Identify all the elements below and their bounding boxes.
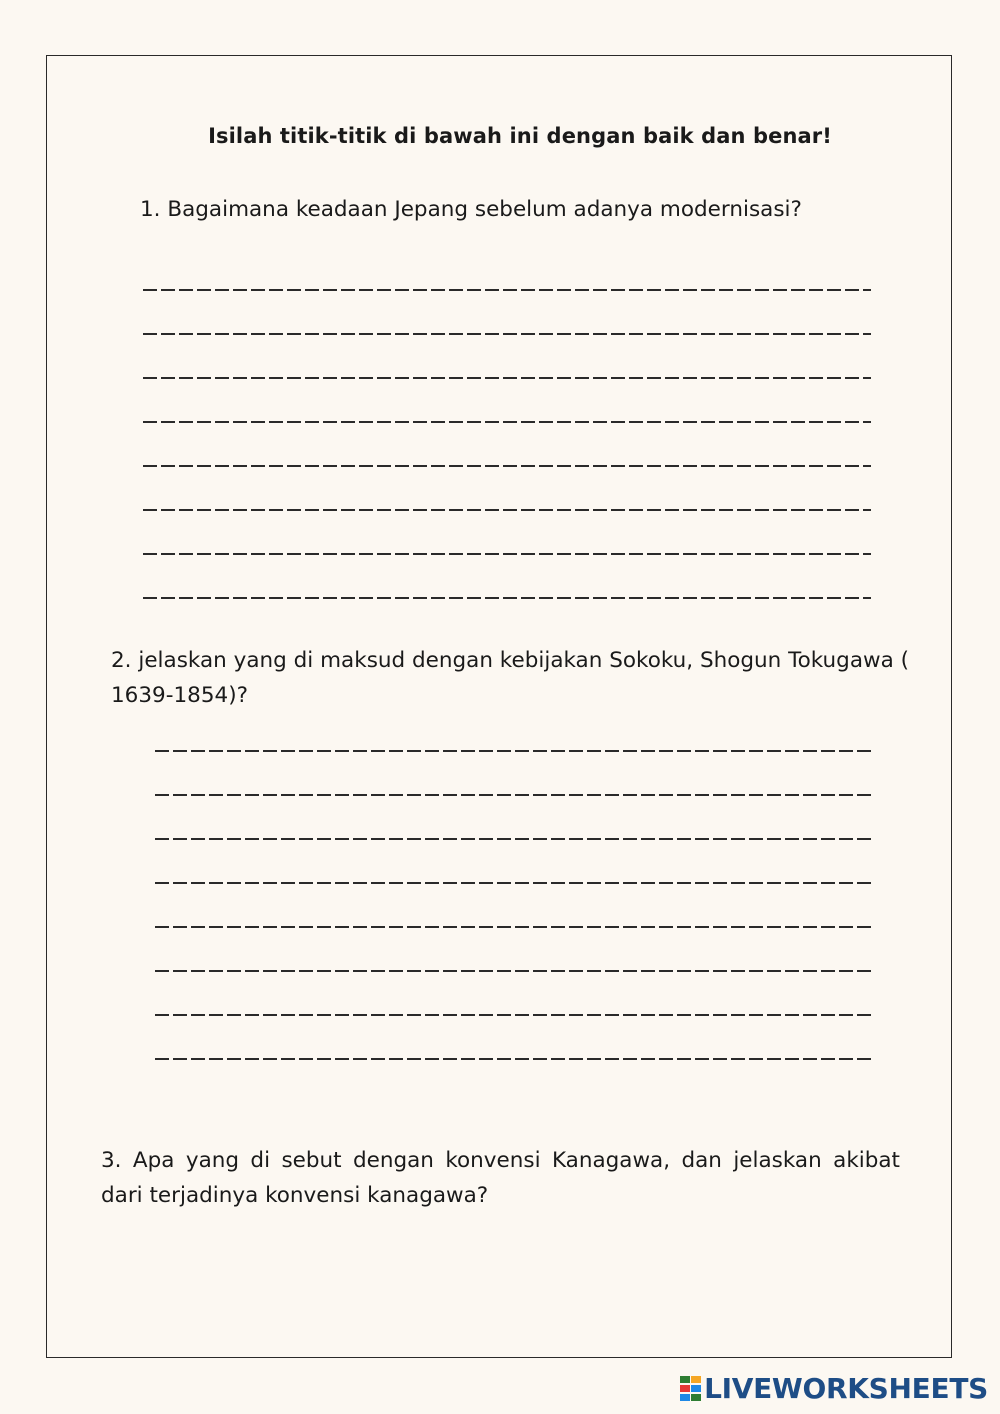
answer-line[interactable] — [143, 421, 871, 423]
question-1: 1. Bagaimana keadaan Jepang sebelum adanya modernisasi? — [140, 197, 802, 222]
liveworksheets-logo-icon — [680, 1376, 702, 1402]
answer-area-2[interactable] — [155, 750, 871, 1102]
answer-line[interactable] — [155, 970, 871, 972]
answer-line[interactable] — [143, 289, 871, 291]
answer-area-1[interactable] — [143, 289, 871, 641]
answer-line[interactable] — [143, 509, 871, 511]
answer-line[interactable] — [155, 1058, 871, 1060]
instruction-heading: Isilah titik-titik di bawah ini dengan baik dan benar! — [208, 124, 832, 148]
answer-line[interactable] — [155, 882, 871, 884]
liveworksheets-logo — [680, 1372, 988, 1405]
question-3: 3. Apa yang di sebut dengan konvensi Kanagawa, dan jelaskan akibat dari terjadinya konvensi kanagawa? — [101, 1148, 900, 1208]
answer-line[interactable] — [155, 1014, 871, 1016]
answer-line[interactable] — [155, 838, 871, 840]
answer-line[interactable] — [143, 465, 871, 467]
answer-line[interactable] — [143, 553, 871, 555]
answer-line[interactable] — [155, 750, 871, 752]
answer-line[interactable] — [155, 926, 871, 928]
answer-line[interactable] — [155, 794, 871, 796]
brand-name: LIVEWORKSHEETS — [704, 1372, 988, 1405]
question-2: 2. jelaskan yang di maksud dengan kebijakan Sokoku, Shogun Tokugawa ( 1639-1854)? — [111, 648, 909, 708]
answer-line[interactable] — [143, 377, 871, 379]
answer-line[interactable] — [143, 597, 871, 599]
answer-line[interactable] — [143, 333, 871, 335]
